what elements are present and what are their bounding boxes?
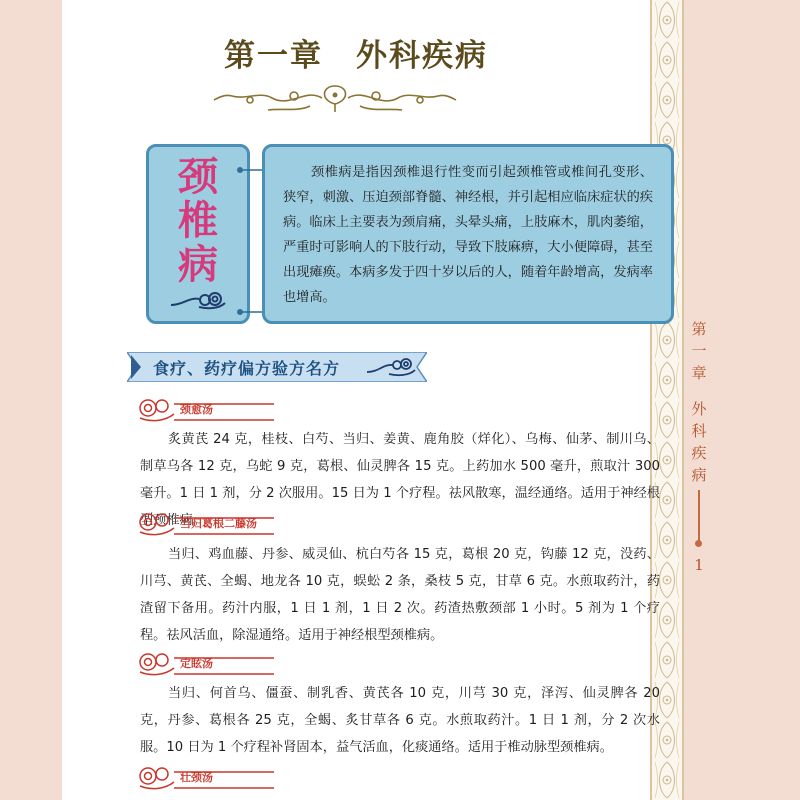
side-chapter-char: 疾 bbox=[691, 444, 707, 462]
section-banner bbox=[127, 352, 427, 382]
disease-name-char: 椎 bbox=[178, 197, 218, 244]
recipe-text bbox=[140, 541, 660, 649]
chapter-title: 第一章 外科疾病 bbox=[224, 38, 488, 74]
recipe-text bbox=[140, 680, 660, 761]
side-divider-dot bbox=[695, 540, 702, 547]
recipe-name: 定眩汤 bbox=[180, 657, 213, 670]
side-chapter-char: 第 bbox=[691, 320, 707, 338]
side-chapter-char: 科 bbox=[691, 422, 707, 440]
recipe-text-paragraph: 当归、何首乌、僵蚕、制乳香、黄芪各 10 克，川芎 30 克，泽泻、仙灵脾各 20 克，丹参、葛根各 25 克，全蝎、炙甘草各 6 克。水煎取药汁。1 日 1 剂，分 2 次水服。10 日为 1 个疗程补肾固本，益气活血，化痰通络。适用于椎动脉型颈椎病。 bbox=[140, 686, 660, 755]
side-chapter-char: 章 bbox=[691, 364, 707, 382]
section-title: 食疗、药疗偏方验方名方 bbox=[153, 359, 341, 378]
side-chapter-char: 病 bbox=[691, 466, 707, 484]
recipe-name: 颈愈汤 bbox=[180, 403, 213, 416]
recipe-text-paragraph: 当归、鸡血藤、丹参、威灵仙、杭白芍各 15 克，葛根 20 克，钩藤 12 克，没药、川芎、黄芪、全蝎、地龙各 10 克，蜈蚣 2 条，桑枝 5 克，甘草 6 克。水煎取药汁，药渣留下备用。药汁内服，1 日 1 剂，1 日 2 次。药渣热敷颈部 1 小时。5 剂为 1 个疗程。祛风活血，除湿通络。适用于神经根型颈椎病。 bbox=[140, 547, 660, 643]
recipe-name: 当归葛根二藤汤 bbox=[180, 517, 257, 530]
disease-name-char: 颈 bbox=[178, 153, 218, 200]
side-chapter-spacer bbox=[688, 384, 710, 398]
cloud-ornament-icon bbox=[169, 291, 227, 311]
side-chapter-char: 一 bbox=[691, 342, 707, 360]
disease-name bbox=[149, 155, 247, 287]
side-chapter-label bbox=[688, 318, 710, 486]
disease-name-box bbox=[146, 144, 250, 324]
recipe-name: 壮颈汤 bbox=[180, 771, 213, 784]
side-divider-line bbox=[698, 490, 700, 544]
disease-name-char: 病 bbox=[178, 241, 218, 288]
side-chapter-char: 外 bbox=[691, 400, 707, 418]
page-number: 1 bbox=[694, 556, 704, 574]
title-ornament-icon bbox=[210, 78, 460, 118]
recipe-text-paragraph: 炙黄芪 24 克，桂枝、白芍、当归、姜黄、鹿角胶（烊化）、乌梅、仙茅、制川乌、制草乌各 12 克，乌蛇 9 克，葛根、仙灵脾各 15 克。上药加水 500 毫升，煎取汁 300 毫升。1 日 1 剂，分 2 次服用。15 日为 1 个疗程。祛风散寒，温经通络。适用于神经根型颈椎病。 bbox=[140, 432, 660, 528]
disease-intro-text: 颈椎病是指因颈椎退行性变而引起颈椎管或椎间孔变形、狭窄，刺激、压迫颈部脊髓、神经根，并引起相应临床症状的疾病。临床上主要表为颈肩痛，头晕头痛，上肢麻木，肌肉萎缩，严重时可影响人的下肢行动，导致下肢麻痹，大小便障碍，甚至出现瘫痪。本病多发于四十岁以后的人，随着年龄增高，发病率也增高。 bbox=[283, 165, 653, 305]
disease-intro-box bbox=[262, 144, 674, 324]
